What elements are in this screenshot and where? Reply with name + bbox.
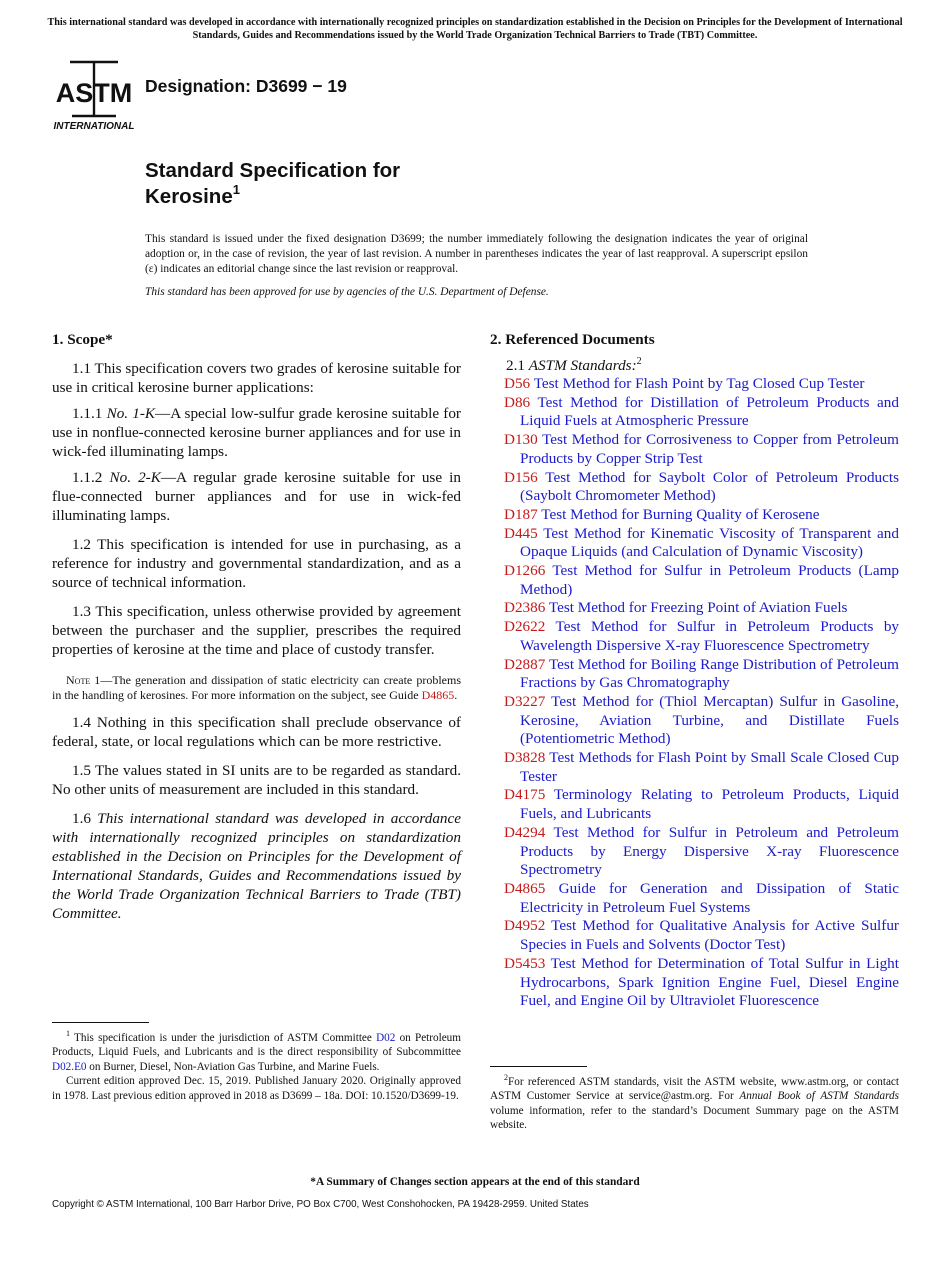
ref-title-link[interactable]: Test Method for Saybolt Color of Petroleum Products (Saybolt Chromometer Method)	[520, 468, 899, 505]
left-column	[52, 330, 461, 930]
ref-item	[490, 431, 899, 468]
ref-item	[490, 469, 899, 506]
copyright: Copyright © ASTM International, 100 Barr Harbor Drive, PO Box C700, West Conshohocken, PA 19428-2959. United States	[52, 1199, 589, 1210]
ref-item	[490, 955, 899, 1011]
ref-code-link[interactable]: D4865	[504, 879, 546, 897]
ref-code-link[interactable]: D156	[504, 468, 538, 486]
title-line-2: Kerosine	[145, 185, 233, 208]
para-1-3: 1.3 This specification, unless otherwise provided by agreement between the purchaser and the supplier, prescribes the required properties of kerosine at the time and place of custody transfer.	[52, 603, 461, 658]
ref-item	[490, 394, 899, 431]
ref-title-link[interactable]: Test Methods for Flash Point by Small Scale Closed Cup Tester	[520, 749, 899, 785]
para-1-5: 1.5 The values stated in SI units are to be regarded as standard. No other units of measurement are included in this standard.	[52, 762, 461, 799]
para-1-1: 1.1 This specification covers two grades of kerosine suitable for use in critical kerosine burner applications:	[52, 360, 461, 396]
footnote-1: $^1$ This specification is under the jurisdiction of ASTM Committee D02 on Petroleum Products, Liquid Fuels, and Lubricants and is the direct responsibility of Subcommittee D02.E0 on Burner, Diesel, Non-Aviation Gas Turbine, and Marine Fuels. Current edition approved Dec. 15, 2019. Published January 2020. Originally approved in 1978. Last previous edition approved in 2018 as D3699 – 18a. DOI: 10.1520/D3699-19.	[52, 1029, 461, 1102]
logo-subtext: INTERNATIONAL	[53, 121, 135, 132]
para-1-6: 1.6 This international standard was developed in accordance with internationally recognized principles on standardization established in the Decision on Principles for the Development of International Standards, Guides and Recommendations issued by the World Trade Organization Technical Barriers to Trade (TBT) Committee.	[52, 810, 462, 923]
ref-title-link[interactable]: Test Method for Determination of Total Sulfur in Light Hydrocarbons, Spark Ignition Engine Fuel, Diesel Engine Fuel, and Engine Oil by Ultraviolet Fluorescence	[520, 954, 899, 1010]
footnote-rule-right	[490, 1066, 587, 1067]
ref-title-link[interactable]: Test Method for Sulfur in Petroleum Products (Lamp Method)	[520, 562, 899, 598]
ref-title-link[interactable]: Terminology Relating to Petroleum Products, Liquid Fuels, and Lubricants	[520, 786, 899, 823]
section-heading-scope: 1. Scope*	[52, 331, 113, 348]
ref-code-link[interactable]: D2887	[504, 655, 546, 673]
summary-of-changes-note: *A Summary of Changes section appears at the end of this standard	[310, 1176, 640, 1188]
issuance-statement: This standard is issued under the fixed designation D3699; the number immediately following the designation indicates the year of original adoption or, in the case of revision, the year of last revision. A number in parentheses indicates the year of last reapproval. A superscript epsilon (ε) indicates an editorial change since the last revision or reapproval.	[145, 233, 808, 276]
ref-item	[490, 656, 899, 693]
ref-code-link[interactable]: D187	[504, 505, 538, 523]
ref-code-link[interactable]: D3227	[504, 692, 546, 710]
note-1: Note 1—The generation and dissipation of static electricity can create problems in the handling of kerosines. For more information on the subject, see Guide D4865.	[52, 673, 461, 703]
tbt-notice: This international standard was developed in accordance with internationally recognized principles on standardization established in the Decision on Principles for the Development of International Standards, Guides and Recommendations issued by the World Trade Organization Technical Barriers to Trade (TBT) Committee.	[47, 17, 903, 41]
ref-code-link[interactable]: D445	[504, 524, 538, 542]
referenced-documents-list	[490, 375, 899, 1011]
ref-code-link[interactable]: D2386	[504, 599, 546, 617]
ref-item	[490, 599, 899, 618]
ref-title-link[interactable]: Test Method for Qualitative Analysis for Active Sulfur Species in Fuels and Solvents (Doctor Test)	[520, 917, 899, 954]
footnote-link-d02e0[interactable]: D02.E0	[52, 1060, 87, 1073]
ref-item	[490, 693, 899, 749]
para-1-1-2: 1.1.2 No. 2-K—A regular grade kerosine suitable for use in flue-connected burner appliances and for use in wick-fed illuminating lamps.	[52, 469, 461, 524]
footnote-2: $^2$For referenced ASTM standards, visit the ASTM website, www.astm.org, or contact ASTM Customer Service at service@astm.org. For Annual Book of ASTM Standards volume information, refer to the standard’s Document Summary page on the ASTM website.	[490, 1073, 899, 1132]
ref-item	[490, 525, 899, 562]
page-title	[145, 158, 400, 210]
ref-item	[490, 786, 899, 823]
ref-code-link[interactable]: D3828	[504, 749, 546, 767]
ref-item	[490, 375, 899, 394]
astm-logo	[52, 56, 136, 132]
ref-code-link[interactable]: D86	[504, 393, 531, 411]
logo-text: ASTM	[55, 78, 133, 108]
ref-item	[490, 824, 899, 880]
ref-title-link[interactable]: Test Method for (Thiol Mercaptan) Sulfur in Gasoline, Kerosine, Aviation Turbine, and Distillate Fuels (Potentiometric Method)	[520, 692, 899, 748]
ref-title-link[interactable]: Test Method for Flash Point by Tag Closed Cup Tester	[533, 375, 865, 392]
ref-code-link[interactable]: D4175	[504, 786, 546, 804]
designation: Designation: D3699 − 19	[145, 76, 347, 96]
ref-title-link[interactable]: Guide for Generation and Dissipation of Static Electricity in Petroleum Fuel Systems	[520, 879, 900, 916]
ref-code-link[interactable]: D1266	[504, 562, 546, 580]
title-footnote-mark: 1	[232, 182, 240, 197]
ref-title-link[interactable]: Test Method for Burning Quality of Kerosene	[541, 505, 820, 523]
ref-item	[490, 917, 899, 954]
ref-code-link[interactable]: D4952	[504, 917, 546, 935]
ref-title-link[interactable]: Test Method for Kinematic Viscosity of Transparent and Opaque Liquids (and Calculation of Dynamic Viscosity)	[520, 524, 899, 561]
ref-title-link[interactable]: Test Method for Distillation of Petroleum Products and Liquid Fuels at Atmospheric Pressure	[520, 393, 899, 430]
para-1-4: 1.4 Nothing in this specification shall preclude observance of federal, state, or local regulations which can be more restrictive.	[52, 714, 461, 751]
ref-item	[490, 562, 899, 599]
ref-code-link[interactable]: D56	[504, 375, 531, 392]
section-heading-referenced-documents: 2. Referenced Documents	[490, 331, 655, 348]
footnote-link-d02[interactable]: D02	[376, 1032, 396, 1044]
note-link-d4865[interactable]: D4865	[421, 688, 455, 703]
ref-title-link[interactable]: Test Method for Freezing Point of Aviation Fuels	[548, 599, 848, 617]
ref-title-link[interactable]: Test Method for Corrosiveness to Copper from Petroleum Products by Copper Strip Test	[520, 431, 899, 467]
ref-title-link[interactable]: Test Method for Boiling Range Distribution of Petroleum Fractions by Gas Chromatography	[520, 655, 899, 692]
ref-code-link[interactable]: D2622	[504, 618, 546, 636]
right-column	[490, 330, 899, 1011]
ref-code-link[interactable]: D130	[504, 431, 538, 449]
ref-item	[490, 618, 899, 655]
ref-code-link[interactable]: D5453	[504, 954, 546, 972]
ref-code-link[interactable]: D4294	[504, 823, 546, 841]
title-line-1: Standard Specification for	[145, 159, 401, 182]
ref-title-link[interactable]: Test Method for Sulfur in Petroleum Products by Wavelength Dispersive X-ray Fluorescence Spectrometry	[520, 618, 900, 654]
para-1-2: 1.2 This specification is intended for use in purchasing, as a reference for industry and governmental standardization, and as a source of technical information.	[52, 536, 461, 591]
ref-item	[490, 506, 899, 525]
ref-title-link[interactable]: Test Method for Sulfur in Petroleum and Petroleum Products by Energy Dispersive X-ray Fluorescence Spectrometry	[520, 823, 899, 879]
footnote-rule-left	[52, 1022, 149, 1023]
ref-item	[490, 880, 899, 917]
astm-standards-intro: 2.1 ASTM Standards:$^2$	[506, 356, 642, 374]
dod-approval: This standard has been approved for use by agencies of the U.S. Department of Defense.	[145, 286, 549, 298]
para-1-1-1: 1.1.1 No. 1-K—A special low-sulfur grade kerosine suitable for use in nonflue-connected kerosine burner appliances and for use in wick-fed illuminating lamps.	[52, 405, 461, 460]
ref-item	[490, 749, 899, 786]
